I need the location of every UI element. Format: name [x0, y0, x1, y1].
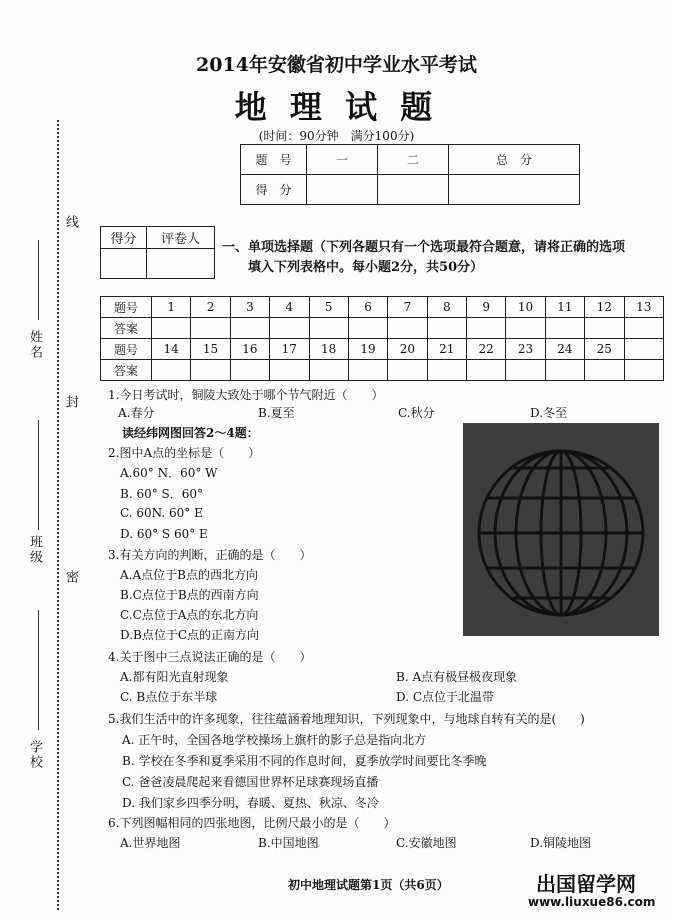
watermark-url: www.liuxue86.com [528, 895, 656, 909]
margin-label-class: 班级 [27, 535, 42, 565]
q3-option-d[interactable]: D.B点位于C点的正南方向 [120, 628, 260, 642]
q2-stem: 2.图中A点的坐标是（ ） [108, 446, 261, 460]
score-input-cell[interactable] [449, 175, 580, 205]
globe-icon [463, 423, 659, 636]
margin-label-feng: 封 [63, 395, 78, 410]
q1-option-a[interactable]: A.春分 [118, 406, 155, 420]
q5-option-a[interactable]: A. 正午时，全国各地学校操场上旗杆的影子总是指向北方 [122, 733, 427, 747]
answer-cell[interactable] [506, 360, 545, 381]
score-table-cell: 得 分 [241, 175, 307, 205]
answer-grid-label: 答案 [101, 360, 152, 381]
q4-option-c[interactable]: C. B点位于东半球 [120, 690, 218, 704]
answer-cell[interactable] [585, 318, 624, 339]
answer-grid-number: 10 [506, 297, 545, 318]
q3-option-c[interactable]: C.C点位于A点的东北方向 [120, 608, 259, 622]
grader-score-input[interactable] [101, 249, 147, 279]
time-info: (时间：90分钟 满分100分) [258, 129, 415, 143]
answer-grid-number: 24 [545, 339, 584, 360]
answer-cell[interactable] [467, 360, 506, 381]
score-table-cell: 一 [307, 145, 378, 175]
answer-grid-number: 7 [388, 297, 427, 318]
answer-grid-number: 20 [388, 339, 427, 360]
lat-long-grid-figure [463, 423, 659, 636]
answer-cell[interactable] [230, 318, 269, 339]
q1-option-c[interactable]: C.秋分 [398, 406, 435, 420]
answer-cell[interactable] [467, 318, 506, 339]
answer-grid-number: 8 [427, 297, 466, 318]
score-table-cell: 二 [378, 145, 449, 175]
answer-grid-number: 2 [191, 297, 230, 318]
grader-box [100, 226, 215, 279]
q2-option-a[interactable]: A.60° N．60° W [120, 466, 218, 480]
answer-cell[interactable] [388, 360, 427, 381]
score-input-cell[interactable] [378, 175, 449, 205]
q6-option-a[interactable]: A.世界地图 [120, 836, 181, 850]
answer-cell[interactable] [152, 360, 191, 381]
answer-grid-number: 19 [348, 339, 387, 360]
answer-cell[interactable] [427, 318, 466, 339]
q5-stem: 5.我们生活中的许多现象，往往蕴涵着地理知识，下列现象中，与地球自转有关的是( ) [108, 712, 585, 726]
q4-option-d[interactable]: D. C点位于北温带 [396, 690, 495, 704]
answer-cell[interactable] [427, 360, 466, 381]
q2-option-b[interactable]: B. 60° S．60° [120, 487, 204, 501]
watermark-text: 出国留学网 [536, 872, 636, 896]
q6-option-b[interactable]: B.中国地图 [258, 836, 319, 850]
answer-grid-number: 4 [270, 297, 309, 318]
q6-stem: 6.下列图幅相同的四张地图，比例尺最小的是（ ） [108, 816, 396, 830]
q3-option-b[interactable]: B.C点位于B点的西南方向 [120, 588, 259, 602]
answer-grid-number: 14 [152, 339, 191, 360]
grader-name-input[interactable] [147, 249, 215, 279]
answer-cell[interactable] [152, 318, 191, 339]
answer-grid-number: 21 [427, 339, 466, 360]
answer-cell[interactable] [230, 360, 269, 381]
q2-option-c[interactable]: C. 60N. 60° E [120, 506, 203, 520]
answer-cell[interactable] [545, 318, 584, 339]
answer-grid-number: 22 [467, 339, 506, 360]
q5-option-d[interactable]: D. 我们家乡四季分明，春暖、夏热、秋凉、冬冷 [122, 796, 379, 810]
answer-cell[interactable] [624, 318, 664, 339]
answer-grid-number: 13 [624, 297, 664, 318]
answer-cell[interactable] [506, 318, 545, 339]
answer-grid-number: 9 [467, 297, 506, 318]
answer-cell[interactable] [270, 318, 309, 339]
map-note: 读经纬网图回答2～4题： [122, 426, 259, 440]
answer-cell[interactable] [348, 360, 387, 381]
answer-cell[interactable] [309, 360, 348, 381]
answer-cell[interactable] [388, 318, 427, 339]
answer-grid-number: 17 [270, 339, 309, 360]
section1-line2: 填入下列表格中。每小题2分，共50分） [248, 260, 484, 275]
q1-option-b[interactable]: B.夏至 [258, 406, 295, 420]
margin-label-mi: 密 [63, 570, 78, 585]
answer-grid [100, 296, 664, 381]
q5-option-c[interactable]: C. 爸爸凌晨爬起来看德国世界杯足球赛现场直播 [122, 775, 379, 789]
answer-grid-number: 5 [309, 297, 348, 318]
margin-label-name: 姓名 [27, 330, 42, 360]
q5-option-b[interactable]: B. 学校在冬季和夏季采用不同的作息时间，夏季放学时间要比冬季晚 [122, 754, 487, 768]
answer-cell[interactable] [624, 360, 664, 381]
school-underline [38, 610, 39, 730]
answer-grid-number: 6 [348, 297, 387, 318]
answer-cell[interactable] [585, 360, 624, 381]
answer-cell[interactable] [191, 318, 230, 339]
margin-label-school: 学校 [27, 740, 42, 770]
page-footer: 初中地理试题第1页（共6页） [288, 878, 449, 892]
answer-grid-number: 25 [585, 339, 624, 360]
q4-option-a[interactable]: A.都有阳光直射现象 [120, 670, 229, 684]
answer-grid-label: 题号 [101, 297, 152, 318]
section1-line1: 一、单项选择题（下列各题只有一个选项最符合题意，请将正确的选项 [222, 240, 626, 255]
name-underline [38, 240, 39, 320]
q4-stem: 4.关于图中三点说法正确的是（ ） [108, 650, 312, 664]
q1-option-d[interactable]: D.冬至 [530, 406, 568, 420]
answer-grid-label: 题号 [101, 339, 152, 360]
answer-grid-number: 12 [585, 297, 624, 318]
subject-title: 地 理 试 题 [234, 88, 439, 126]
class-underline [38, 420, 39, 530]
answer-cell[interactable] [191, 360, 230, 381]
score-table-cell: 总 分 [449, 145, 580, 175]
answer-cell[interactable] [270, 360, 309, 381]
score-table [240, 144, 580, 205]
q6-option-c[interactable]: C.安徽地图 [396, 836, 457, 850]
answer-grid-number: 11 [545, 297, 584, 318]
q3-option-a[interactable]: A.A点位于B点的西北方向 [120, 568, 258, 582]
answer-cell[interactable] [348, 318, 387, 339]
binding-dotted-line [57, 120, 59, 910]
q4-option-b[interactable]: B. A点有极昼极夜现象 [396, 670, 518, 684]
grader-score-label: 得分 [101, 227, 147, 249]
score-input-cell[interactable] [307, 175, 378, 205]
answer-grid-number: 15 [191, 339, 230, 360]
q2-option-d[interactable]: D. 60° S 60° E [120, 527, 208, 541]
answer-grid-label: 答案 [101, 318, 152, 339]
answer-grid-number: 23 [506, 339, 545, 360]
answer-grid-number: 18 [309, 339, 348, 360]
q6-option-d[interactable]: D.铜陵地图 [530, 836, 592, 850]
q3-stem: 3.有关方向的判断，正确的是（ ） [108, 548, 312, 562]
answer-grid-number: 16 [230, 339, 269, 360]
answer-grid-number: 1 [152, 297, 191, 318]
answer-grid-number: 3 [230, 297, 269, 318]
score-table-cell: 题 号 [241, 145, 307, 175]
margin-label-xian: 线 [63, 215, 78, 230]
grader-label: 评卷人 [147, 227, 215, 249]
answer-cell[interactable] [545, 360, 584, 381]
answer-grid-number [624, 339, 664, 360]
exam-title: 2014年安徽省初中学业水平考试 [196, 54, 477, 76]
q1-stem: 1.今日考试时，铜陵大致处于哪个节气附近（ ） [108, 388, 384, 402]
answer-cell[interactable] [309, 318, 348, 339]
